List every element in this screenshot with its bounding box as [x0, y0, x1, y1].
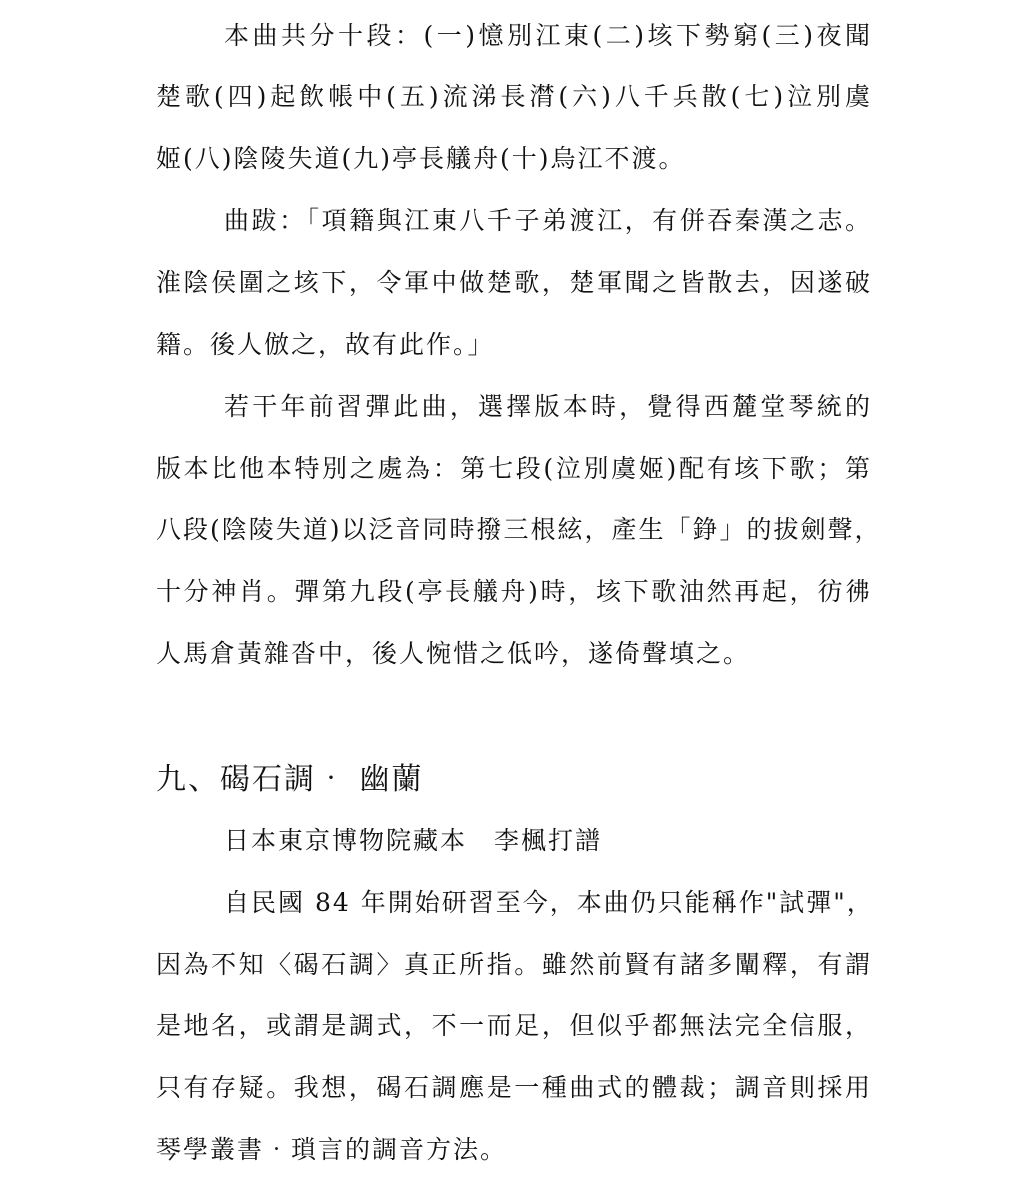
paragraph-line: 姬(八)陰陵失道(九)亭長艤舟(十)烏江不渡。: [156, 144, 686, 173]
source-line: 日本東京博物院藏本 李楓打譜: [224, 826, 603, 855]
paragraph-line: 十分神肖。彈第九段(亭長艤舟)時，垓下歌油然再起，彷彿: [156, 577, 872, 606]
paragraph-line: 因為不知〈碣石調〉真正所指。雖然前賢有諸多闡釋，有謂: [156, 950, 872, 979]
paragraph-line: 八段(陰陵失道)以泛音同時撥三根絃，產生「錚」的拔劍聲，: [156, 515, 882, 544]
paragraph-line: 籍。後人倣之，故有此作。」: [156, 330, 495, 359]
paragraph-line: 本曲共分十段：(一)憶別江東(二)垓下勢窮(三)夜聞: [224, 21, 872, 50]
paragraph-line: 琴學叢書‧瑣言的調音方法。: [156, 1135, 508, 1164]
paragraph-line: 淮陰侯圍之垓下，令軍中做楚歌，楚軍聞之皆散去，因遂破: [156, 268, 872, 297]
paragraph-line: 若干年前習彈此曲，選擇版本時，覺得西麓堂琴統的: [224, 392, 872, 421]
paragraph-line: 曲跋：「項籍與江東八千子弟渡江，有併吞秦漢之志。: [224, 206, 872, 235]
paragraph-line: 只有存疑。我想，碣石調應是一種曲式的體裁；調音則採用: [156, 1073, 872, 1102]
paragraph-line: 人馬倉黃雜沓中，後人惋惜之低吟，遂倚聲填之。: [156, 639, 751, 668]
section-heading: 九、碣石調‧ 幽蘭: [156, 762, 424, 797]
paragraph-line: 版本比他本特別之處為：第七段(泣別虞姬)配有垓下歌；第: [156, 454, 872, 483]
paragraph-line: 是地名，或謂是調式，不一而足，但似乎都無法完全信服，: [156, 1011, 872, 1040]
paragraph-line: 楚歌(四)起飲帳中(五)流涕長潸(六)八千兵散(七)泣別虞: [156, 82, 872, 111]
paragraph-line: 自民國 84 年開始研習至今，本曲仍只能稱作"試彈"，: [224, 888, 874, 917]
